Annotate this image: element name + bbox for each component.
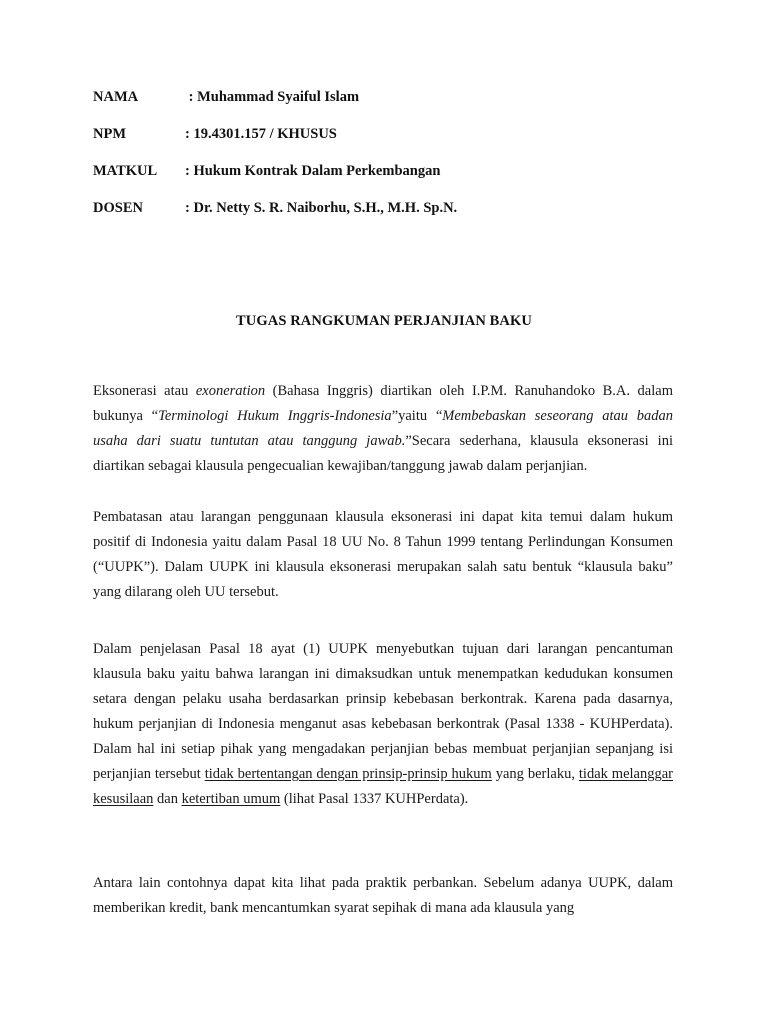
header-value: Muhammad Syaiful Islam — [193, 89, 360, 105]
header-label: NAMA — [93, 89, 139, 105]
header-row-matkul — [93, 162, 440, 180]
header-value: Hukum Kontrak Dalam Perkembangan — [189, 163, 441, 179]
text-run: (Bahasa Inggris) diartikan oleh I.P.M. Ranuhandoko B.A. dalam bukunya “ — [93, 383, 673, 424]
header-label: NPM — [93, 126, 127, 142]
header-row-dosen — [93, 199, 457, 217]
text-run: ”Secara sederhana, klausula eksonerasi ini diartikan sebagai klausula pengecualian kewajiban/tanggung jawab dalam perjanjian. — [93, 433, 673, 474]
header-row-npm — [93, 125, 337, 143]
text-run: dan — [153, 791, 182, 807]
text-run-italic: Terminologi Hukum Inggris-Indonesia — [158, 408, 392, 424]
paragraph-1 — [93, 379, 673, 479]
text-run: yang berlaku, — [491, 766, 579, 782]
header-value: 19.4301.157 / KHUSUS — [189, 126, 337, 142]
header-separator: : — [185, 200, 190, 216]
document-title: TUGAS RANGKUMAN PERJANJIAN BAKU — [236, 313, 532, 329]
header-separator: : — [185, 89, 194, 105]
header-row-nama — [93, 88, 359, 106]
text-run: (lihat Pasal 1337 KUHPerdata). — [280, 791, 469, 807]
header-label: MATKUL — [93, 163, 158, 179]
text-run-underlined: ketertiban umum — [181, 791, 281, 807]
text-run-italic: Membebaskan seseorang atau badan usaha dari suatu tuntutan atau tanggung jawab. — [93, 408, 674, 449]
text-run-italic: exoneration — [195, 383, 266, 399]
paragraph-4: Antara lain contohnya dapat kita lihat pada praktik perbankan. Sebelum adanya UUPK, dalam memberikan kredit, bank mencantumkan syarat sepihak di mana ada klausula yang — [93, 875, 673, 916]
text-run-underlined: tidak bertentangan dengan prinsip-prinsip hukum — [204, 766, 492, 782]
header-separator: : — [185, 126, 190, 142]
header-label: DOSEN — [93, 200, 143, 216]
text-run: Dalam penjelasan Pasal 18 ayat (1) UUPK menyebutkan tujuan dari larangan pencantuman klausula baku yaitu bahwa larangan ini dimaksudkan untuk menempatkan kedudukan konsumen setara dengan pelaku usaha berdasarkan prinsip kebebasan berkontrak. Karena pada dasarnya, hukum perjanjian di Indonesia menganut asas kebebasan berkontrak (Pasal 1338 - KUHPerdata). Dalam hal ini setiap pihak yang mengadakan perjanjian bebas membuat perjanjian sepanjang isi perjanjian tersebut — [93, 641, 673, 782]
text-run: Eksonerasi atau — [93, 383, 196, 399]
paragraph-3 — [93, 637, 673, 812]
header-separator: : — [185, 163, 190, 179]
text-run: ”yaitu “ — [391, 408, 443, 424]
paragraph-2: Pembatasan atau larangan penggunaan klausula eksonerasi ini dapat kita temui dalam hukum positif di Indonesia yaitu dalam Pasal 18 UU No. 8 Tahun 1999 tentang Perlindungan Konsumen (“UUPK”). Dalam UUPK ini klausula eksonerasi merupakan salah satu bentuk “klausula baku” yang dilarang oleh UU tersebut. — [93, 509, 673, 600]
text-run-underlined: tidak melanggar kesusilaan — [93, 766, 673, 807]
header-value: Dr. Netty S. R. Naiborhu, S.H., M.H. Sp.N. — [189, 200, 458, 216]
